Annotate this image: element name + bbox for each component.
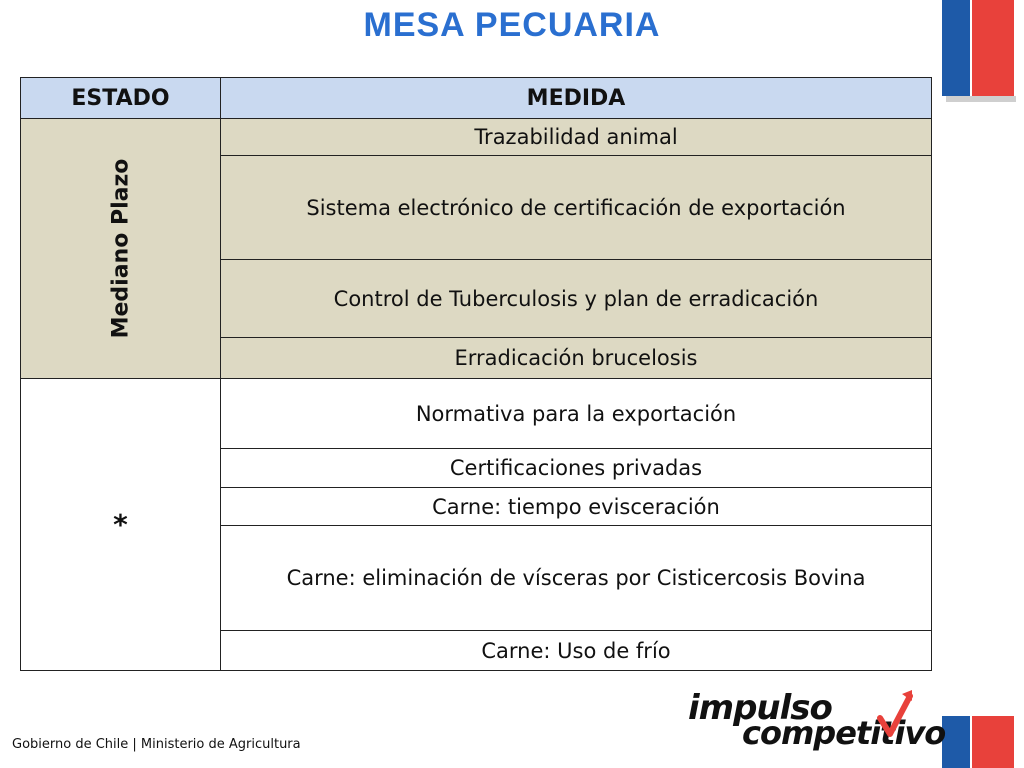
header-medida: MEDIDA	[221, 78, 932, 119]
medida-cell: Certificaciones privadas	[221, 449, 932, 488]
medida-cell: Carne: eliminación de vísceras por Cisticercosis Bovina	[221, 526, 932, 631]
estado-label: *	[113, 508, 128, 541]
table-row	[21, 119, 932, 156]
impulso-competitivo-logo	[684, 688, 944, 750]
footer-text: Gobierno de Chile | Ministerio de Agricultura	[12, 737, 301, 752]
header-estado: ESTADO	[21, 78, 221, 119]
medida-cell: Normativa para la exportación	[221, 379, 932, 449]
chile-flag-stripe-top	[942, 0, 1014, 96]
logo-line-1: impulso	[688, 688, 832, 728]
table-row	[21, 379, 932, 449]
medida-cell: Erradicación brucelosis	[221, 338, 932, 379]
medida-cell: Carne: Uso de frío	[221, 631, 932, 671]
chile-flag-stripe-bottom	[942, 716, 1014, 768]
checkmark-arrow-icon	[876, 688, 916, 738]
table-header-row	[21, 78, 932, 119]
medida-cell: Carne: tiempo evisceración	[221, 488, 932, 526]
slide-title: MESA PECUARIA	[363, 6, 661, 44]
medida-cell: Trazabilidad animal	[221, 119, 932, 156]
estado-label: Mediano Plazo	[107, 158, 133, 339]
measures-table	[20, 77, 932, 671]
logo-line-2: competitivo	[742, 714, 946, 752]
medida-cell: Sistema electrónico de certificación de exportación	[221, 156, 932, 260]
estado-cell-asterisk	[21, 379, 221, 671]
estado-cell-mediano-plazo	[21, 119, 221, 379]
medida-cell: Control de Tuberculosis y plan de erradicación	[221, 260, 932, 338]
